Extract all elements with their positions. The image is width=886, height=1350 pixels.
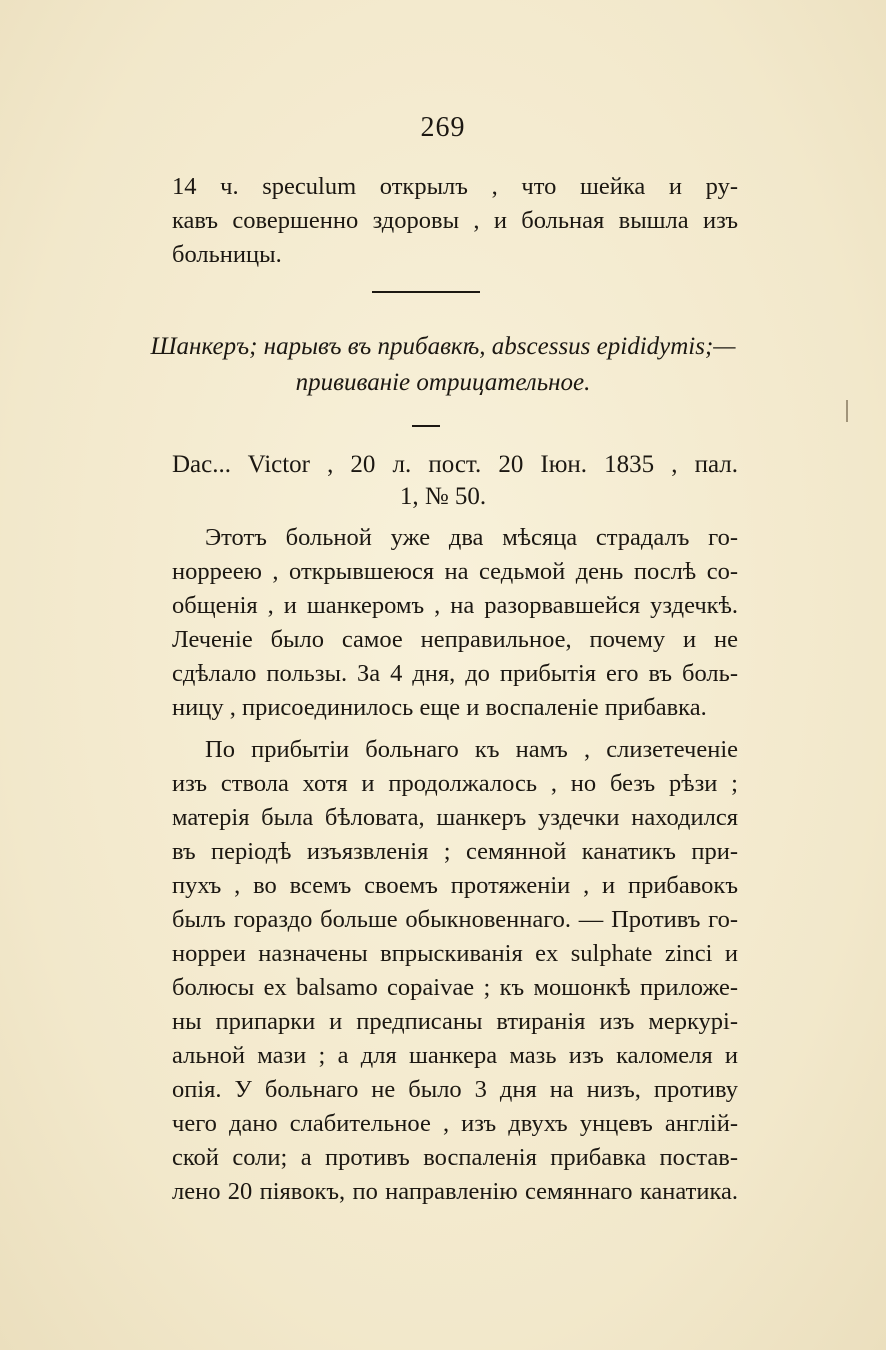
- short-dash-rule: [412, 425, 440, 427]
- paragraph2-line-10: альной мази ; а для шанкера мазь изъ каломеля и: [172, 1042, 738, 1069]
- paragraph2-line-4: въ періодѣ изъязвленія ; семянной канатикъ при-: [172, 838, 738, 865]
- paragraph1-line-2: норреею , открывшеюся на седьмой день послѣ со-: [172, 558, 738, 585]
- intro-line-3: больницы.: [172, 241, 282, 268]
- paragraph2-line-11: опія. У больнаго не было 3 дня на низъ, противу: [172, 1076, 738, 1103]
- case-info-line-2: 1, № 50.: [399, 483, 487, 510]
- margin-speck: [846, 400, 848, 422]
- intro-line-2: кавъ совершенно здоровы , и больная вышла изъ: [172, 207, 738, 234]
- paragraph1-line-4: Леченіе было самое неправильное, почему и не: [172, 626, 738, 653]
- paragraph1-line-6: ницу , присоединилось еще и воспаленіе прибавка.: [172, 694, 707, 721]
- section-heading-line-1: Шанкеръ; нарывъ въ прибавкѣ, abscessus epididymis;—: [150, 333, 736, 360]
- case-info-line-1: Dac... Victor , 20 л. пост. 20 Іюн. 1835 , пал.: [172, 451, 738, 478]
- paragraph1-line-3: общенія , и шанкеромъ , на разорвавшейся уздечкѣ.: [172, 592, 738, 619]
- paragraph1-line-5: сдѣлало пользы. За 4 дня, до прибытія его въ боль-: [172, 660, 738, 687]
- paragraph2-line-3: матерія была бѣловата, шанкеръ уздечки находился: [172, 804, 738, 831]
- paragraph2-line-7: норреи назначены впрыскиванія ex sulphate zinci и: [172, 940, 738, 967]
- paragraph2-line-14: лено 20 піявокъ, по направленію семяннаго канатика.: [172, 1178, 738, 1205]
- paragraph2-line-6: былъ гораздо больше обыкновеннаго. — Противъ го-: [172, 906, 738, 933]
- paragraph2-line-1: По прибытіи больнаго къ намъ , слизетеченіе: [205, 736, 738, 763]
- paragraph2-line-8: болюсы ex balsamo copaivae ; къ мошонкѣ приложе-: [172, 974, 738, 1001]
- intro-line-1: 14 ч. speculum открылъ , что шейка и ру-: [172, 173, 738, 200]
- page-number: 269: [420, 112, 466, 143]
- paragraph2-line-9: ны припарки и предписаны втиранія изъ меркурі-: [172, 1008, 738, 1035]
- paragraph2-line-2: изъ ствола хотя и продолжалось , но безъ рѣзи ;: [172, 770, 738, 797]
- section-divider-rule: [372, 291, 480, 293]
- paragraph2-line-12: чего дано слабительное , изъ двухъ унцевъ англій-: [172, 1110, 738, 1137]
- section-heading-line-2: прививаніе отрицательное.: [295, 369, 591, 396]
- paragraph2-line-5: пухъ , во всемъ своемъ протяженіи , и прибавокъ: [172, 872, 738, 899]
- paragraph1-line-1: Этотъ больной уже два мѣсяца страдалъ го-: [205, 524, 738, 551]
- paragraph2-line-13: ской соли; а противъ воспаленія прибавка постав-: [172, 1144, 738, 1171]
